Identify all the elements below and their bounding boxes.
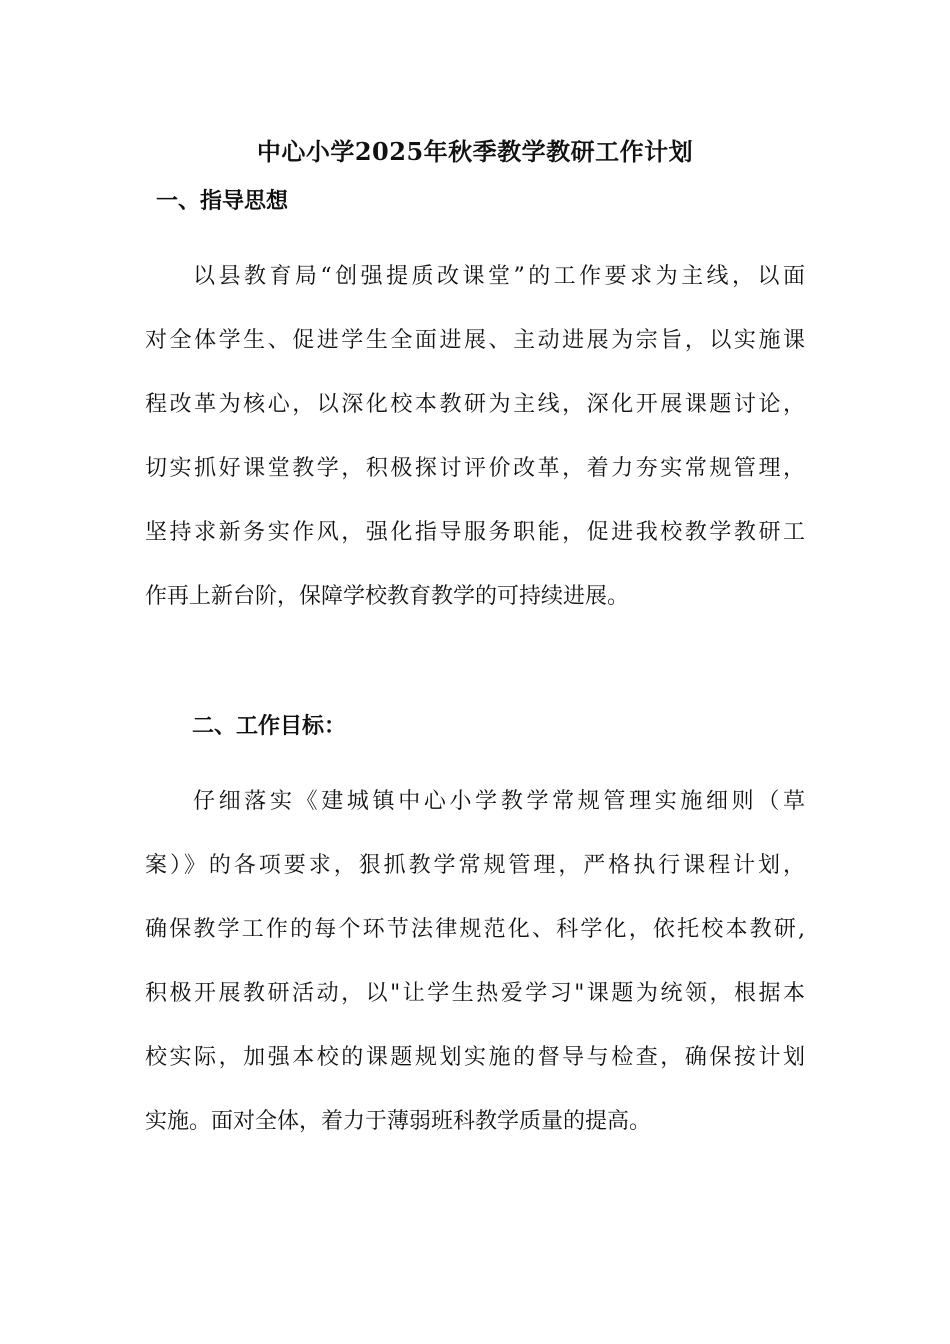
paragraph-line: 坚持求新务实作风，强化指导服务职能，促进我校教学教研工: [145, 520, 805, 545]
paragraph-line: 案）》的各项要求，狠抓教学常规管理，严格执行课程计划，: [145, 853, 805, 878]
paragraph-line: 确保教学工作的每个环节法律规范化、科学化，依托校本教研,: [145, 917, 805, 942]
paragraph-line: 作再上新台阶，保障学校教育教学的可持续进展。: [145, 584, 630, 609]
section-heading-work-goals: 二、工作目标：: [192, 713, 347, 739]
document-title: 中心小学2025年秋季教学教研工作计划: [256, 137, 694, 166]
paragraph-line: 以县教育局“创强提质改课堂”的工作要求为主线，以面: [193, 264, 805, 289]
paragraph-line: 对全体学生、促进学生全面进展、主动进展为宗旨，以实施课: [145, 328, 805, 353]
paragraph-line: 切实抓好课堂教学，积极探讨评价改革，着力夯实常规管理，: [145, 456, 805, 481]
section-paragraph-work-goals: [145, 785, 805, 1169]
paragraph-line: 实施。面对全体，着力于薄弱班科教学质量的提高。: [145, 1109, 652, 1134]
paragraph-line: 程改革为核心，以深化校本教研为主线，深化开展课题讨论，: [145, 392, 805, 417]
paragraph-line: 仔细落实《建城镇中心小学教学常规管理实施细则（草: [193, 789, 805, 814]
section-paragraph-guiding-ideology: [145, 260, 805, 644]
paragraph-line: 积极开展教研活动，以"让学生热爱学习"课题为统领，根据本: [145, 981, 805, 1006]
paragraph-line: 校实际，加强本校的课题规划实施的督导与检查，确保按计划: [145, 1045, 805, 1070]
section-heading-guiding-ideology: 一、指导思想: [156, 188, 289, 214]
